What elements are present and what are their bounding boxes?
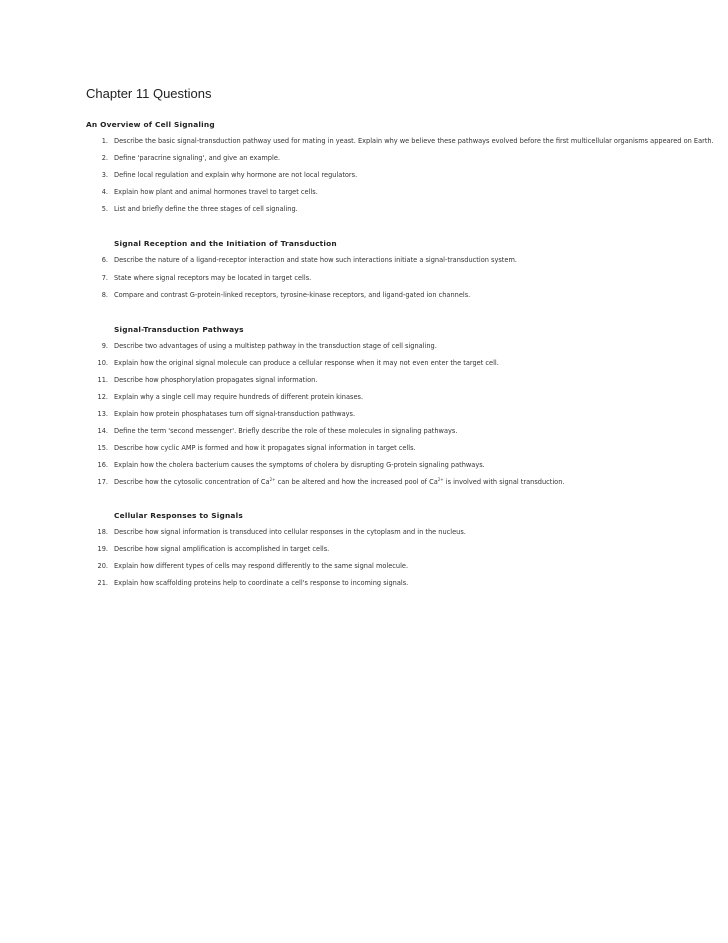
- question-text: Describe how phosphorylation propagates signal information.: [114, 376, 318, 384]
- question-text: Define the term 'second messenger'. Briefly describe the role of these molecules in signaling pathways.: [114, 427, 458, 435]
- superscript-charge: 2+: [269, 476, 276, 482]
- question-number: 8.: [101, 291, 108, 299]
- question-number: 7.: [101, 274, 108, 282]
- question-text: Describe how signal information is transduced into cellular responses in the cytoplasm and in the nucleus.: [114, 528, 466, 536]
- page-title: Chapter 11 Questions: [86, 86, 212, 101]
- question-text: List and briefly define the three stages of cell signaling.: [114, 205, 298, 213]
- question-number: 2.: [101, 154, 108, 162]
- question-number: 9.: [101, 342, 108, 350]
- section-heading-reception: Signal Reception and the Initiation of Transduction: [114, 239, 337, 248]
- superscript-charge: 2+: [437, 476, 444, 482]
- question-text: [114, 477, 564, 487]
- question-text: Define 'paracrine signaling', and give an example.: [114, 154, 280, 162]
- question-number: 18.: [97, 528, 108, 536]
- question-text: Describe how signal amplification is accomplished in target cells.: [114, 545, 330, 553]
- question-number: 6.: [101, 256, 108, 264]
- section-heading-transduction: Signal-Transduction Pathways: [114, 325, 244, 334]
- question-number: 21.: [97, 579, 108, 587]
- question-text-part: is involved with signal transduction.: [443, 478, 565, 486]
- question-number: 14.: [97, 427, 108, 435]
- question-text: Explain how scaffolding proteins help to coordinate a cell's response to incoming signals.: [114, 579, 409, 587]
- question-number: 15.: [97, 444, 108, 452]
- question-number: 16.: [97, 461, 108, 469]
- question-number: 11.: [97, 376, 108, 384]
- question-number: 10.: [97, 359, 108, 367]
- question-text: Describe the nature of a ligand-receptor interaction and state how such interactions initiate a signal-transduction system.: [114, 256, 517, 264]
- question-text-part: can be altered and how the increased pool of Ca: [275, 478, 438, 486]
- question-text: Explain how different types of cells may respond differently to the same signal molecule.: [114, 562, 409, 570]
- question-number: 17.: [97, 478, 108, 486]
- question-text: Describe the basic signal-transduction pathway used for mating in yeast. Explain why we believe these pathways evolved before the first multicellular organisms appeared on Earth.: [114, 137, 714, 145]
- question-text: Explain how plant and animal hormones travel to target cells.: [114, 188, 318, 196]
- question-number: 5.: [101, 205, 108, 213]
- question-text: Explain how the original signal molecule can produce a cellular response when it may not even enter the target cell.: [114, 359, 499, 367]
- section-heading-responses: Cellular Responses to Signals: [114, 511, 243, 520]
- question-number: 20.: [97, 562, 108, 570]
- section-heading-overview: An Overview of Cell Signaling: [86, 120, 215, 129]
- question-number: 1.: [101, 137, 108, 145]
- question-number: 12.: [97, 393, 108, 401]
- question-text: Explain how protein phosphatases turn off signal-transduction pathways.: [114, 410, 356, 418]
- question-text: Define local regulation and explain why hormone are not local regulators.: [114, 171, 358, 179]
- question-number: 19.: [97, 545, 108, 553]
- question-number: 4.: [101, 188, 108, 196]
- question-number: 13.: [97, 410, 108, 418]
- question-text: State where signal receptors may be located in target cells.: [114, 274, 312, 282]
- question-text: Compare and contrast G-protein-linked receptors, tyrosine-kinase receptors, and ligand-gated ion channels.: [114, 291, 471, 299]
- question-text: Explain why a single cell may require hundreds of different protein kinases.: [114, 393, 364, 401]
- question-text: Describe how cyclic AMP is formed and how it propagates signal information in target cells.: [114, 444, 416, 452]
- question-number: 3.: [101, 171, 108, 179]
- question-text: Describe two advantages of using a multistep pathway in the transduction stage of cell signaling.: [114, 342, 437, 350]
- question-text: Explain how the cholera bacterium causes the symptoms of cholera by disrupting G-protein signaling pathways.: [114, 461, 485, 469]
- question-text-part: Describe how the cytosolic concentration of Ca: [114, 478, 270, 486]
